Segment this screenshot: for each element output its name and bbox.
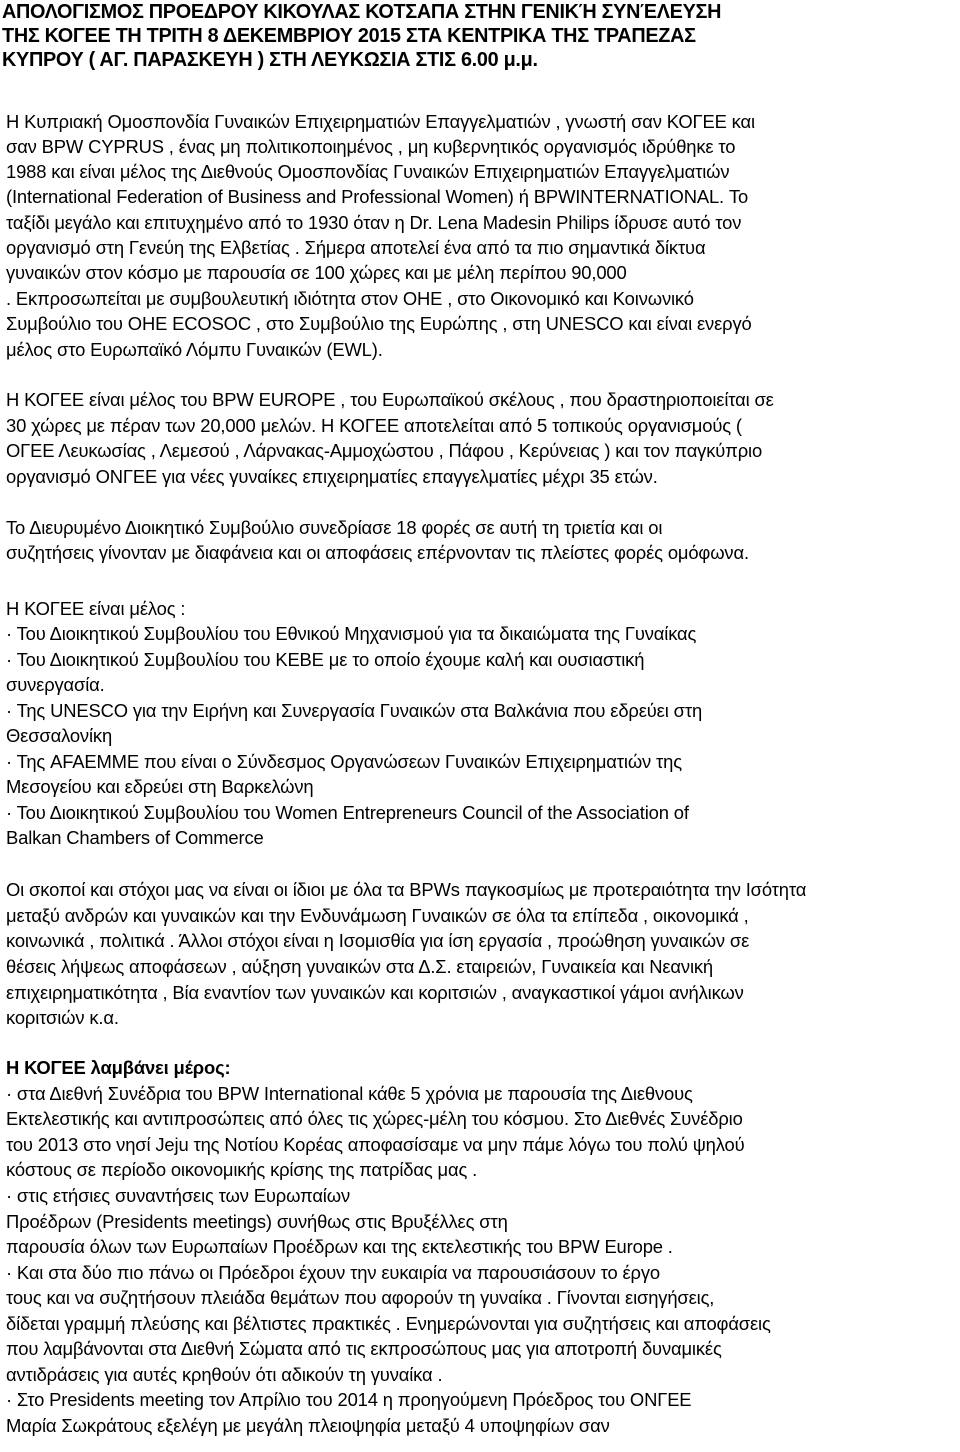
title-line-3: ΚΥΠΡΟΥ ( ΑΓ. ΠΑΡΑΣΚΕΥΗ ) ΣΤΗ ΛΕΥΚΩΣΙΑ ΣΤΙΣ 6.00 μ.μ.: [2, 49, 538, 71]
list-item: · Και στα δύο πιο πάνω οι Πρόεδροι έχουν την ευκαιρία να παρουσιάσουν το έργο: [6, 1262, 660, 1283]
list-item: · στις ετήσιες συναντήσεις των Ευρωπαίων: [6, 1185, 350, 1206]
section-heading: Η ΚΟΓΕΕ λαμβάνει μέρος:: [6, 1057, 231, 1078]
text-line: κόστους σε περίοδο οικονομικής κρίσης της πατρίδας μας .: [6, 1159, 478, 1180]
text-line: κοινωνικά , πολιτικά . Άλλοι στόχοι είναι η Ισομισθία για ίση εργασία , προώθηση γυναικών σε: [6, 930, 750, 951]
text-line: 1988 και είναι μέλος της Διεθνούς Ομοσπονδίας Γυναικών Επιχειρηματιών Επαγγελματιών: [6, 161, 730, 182]
list-item: · Της UNESCO για την Ειρήνη και Συνεργασία Γυναικών στα Βαλκάνια που εδρεύει στη: [6, 700, 703, 721]
list-item: · Του Διοικητικού Συμβουλίου του Εθνικού Μηχανισμού για τα δικαιώματα της Γυναίκας: [6, 623, 697, 644]
text-line: αντιδράσεις για αυτές κρηθούν ότι αδικούν τη γυναίκα .: [6, 1364, 443, 1385]
text-line: Μεσογείου και εδρεύει στη Βαρκελώνη: [6, 776, 314, 797]
text-line: συζητήσεις γίνονταν με διαφάνεια και οι αποφάσεις επέρνονταν τις πλείστες φορές ομόφωνα.: [6, 542, 749, 563]
title-line-1: ΑΠΟΛΟΓΙΣΜΟΣ ΠΡΟΕΔΡΟΥ ΚΙΚΟΥΛΑΣ ΚΟΤΣΑΠΑ ΣΤΗΝ ΓΕΝΙΚΉ ΣΥΝΈΛΕΥΣΗ: [2, 1, 722, 23]
text-line: Balkan Chambers of Commerce: [6, 827, 264, 848]
text-line: σαν BPW CYPRUS , ένας μη πολιτικοποιημένος , μη κυβερνητικός οργανισμός ιδρύθηκε το: [6, 136, 736, 157]
text-line: μέλος στο Ευρωπαϊκό Λόμπυ Γυναικών (EWL).: [6, 339, 383, 360]
text-line: επιχειρηματικότητα , Βία εναντίον των γυναικών και κοριτσιών , αναγκαστικοί γάμοι ανήλικων: [6, 982, 744, 1003]
text-line: Προέδρων (Presidents meetings) συνήθως στις Βρυξέλλες στη: [6, 1211, 508, 1232]
text-line: 30 χώρες με πέραν των 20,000 μελών. Η ΚΟΓΕΕ αποτελείται από 5 τοπικούς οργανισμούς (: [6, 415, 742, 436]
text-line: τους και να συζητήσουν πλειάδα θεμάτων που αφορούν τη γυναίκα . Γίνονται εισηγήσεις,: [6, 1287, 715, 1308]
text-line: μεταξύ ανδρών και γυναικών και την Ενδυνάμωση Γυναικών σε όλα τα επίπεδα , οικονομικά ,: [6, 905, 749, 926]
text-line: Θεσσαλονίκη: [6, 725, 113, 746]
text-line: Η Κυπριακή Ομοσπονδία Γυναικών Επιχειρηματιών Επαγγελματιών , γνωστή σαν ΚΟΓΕΕ και: [6, 111, 755, 132]
text-line: . Εκπροσωπείται με συμβουλευτική ιδιότητα στον ΟΗΕ , στο Οικονομικό και Κοινωνικό: [6, 288, 694, 309]
text-line: Μαρία Σωκράτους εξελέγη με μεγάλη πλειοψηφία μεταξύ 4 υποψηφίων σαν: [6, 1415, 610, 1436]
text-line: Εκτελεστικής και αντιπροσώπεις από όλες τις χώρες-μέλη του κόσμου. Στο Διεθνές Συνέδριο: [6, 1108, 743, 1129]
text-line: κοριτσιών κ.α.: [6, 1007, 119, 1028]
list-item: · Στο Presidents meeting τον Απρίλιο του 2014 η προηγούμενη Πρόεδρος του ΟΝΓΕΕ: [6, 1389, 692, 1410]
text-line: συνεργασία.: [6, 674, 105, 695]
text-line: οργανισμό στη Γενεύη της Ελβετίας . Σήμερα αποτελεί ένα από τα πιο σημαντικά δίκτυα: [6, 237, 706, 258]
text-line: γυναικών στον κόσμο με παρουσία σε 100 χώρες και με μέλη περίπου 90,000: [6, 262, 627, 283]
text-line: Η ΚΟΓΕΕ είναι μέλος :: [6, 598, 186, 619]
list-item: · Του Διοικητικού Συμβουλίου του Women Entrepreneurs Council of the Association of: [6, 802, 689, 823]
text-line: θέσεις λήψεως αποφάσεων , αύξηση γυναικών στα Δ.Σ. εταιρειών, Γυναικεία και Νεανική: [6, 956, 714, 977]
text-line: Η ΚΟΓΕΕ είναι μέλος του BPW EUROPE , του Ευρωπαϊκού σκέλους , που δραστηριοποιείται σε: [6, 389, 774, 410]
text-line: οργανισμό ΟΝΓΕΕ για νέες γυναίκες επιχειρηματίες επαγγελματίες μέχρι 35 ετών.: [6, 466, 658, 487]
text-line: Το Διευρυμένο Διοικητικό Συμβούλιο συνεδρίασε 18 φορές σε αυτή τη τριετία και οι: [6, 517, 663, 538]
text-line: που λαμβάνονται στα Διεθνή Σώματα από τις εκπροσώπους μας για αποτροπή δυναμικές: [6, 1338, 722, 1359]
title-line-2: ΤΗΣ ΚΟΓΕΕ ΤΗ ΤΡΙΤΗ 8 ΔΕΚΕΜΒΡΙΟΥ 2015 ΣΤΑ ΚΕΝΤΡΙΚΑ ΤΗΣ ΤΡΑΠΕΖΑΣ: [2, 25, 696, 47]
text-line: ΟΓΕΕ Λευκωσίας , Λεμεσού , Λάρνακας-Αμμοχώστου , Πάφου , Κερύνειας ) και τον παγκύπριο: [6, 440, 763, 461]
text-line: παρουσία όλων των Ευρωπαίων Προέδρων και της εκτελεστικής του BPW Europe .: [6, 1236, 673, 1257]
list-item: · στα Διεθνή Συνέδρια του BPW International κάθε 5 χρόνια με παρουσία της Διεθνους: [6, 1083, 693, 1104]
text-line: δίδεται γραμμή πλεύσης και βέλτιστες πρακτικές . Ενημερώνονται για συζητήσεις και αποφάσεις: [6, 1313, 771, 1334]
list-item: · Της AFAEMME που είναι ο Σύνδεσμος Οργανώσεων Γυναικών Επιχειρηματιών της: [6, 751, 682, 772]
text-line: του 2013 στο νησί Jeju της Νοτίου Κορέας αποφασίσαμε να μην πάμε λόγω του πολύ ψηλού: [6, 1134, 745, 1155]
text-line: ταξίδι μεγάλο και επιτυχημένο από το 1930 όταν η Dr. Lena Madesin Philips ίδρυσε αυτό τον: [6, 212, 742, 233]
list-item: · Του Διοικητικού Συμβουλίου του ΚΕΒΕ με το οποίο έχουμε καλή και ουσιαστική: [6, 649, 645, 670]
document-title: [2, 0, 958, 72]
text-line: Συμβούλιο του ΟΗΕ ECOSOC , στο Συμβούλιο της Ευρώπης , στη UNESCO και είναι ενεργό: [6, 313, 752, 334]
text-line: (International Federation of Business and Professional Women) ή BPWINTERNATIONAL. Το: [6, 186, 749, 207]
text-line: Οι σκοποί και στόχοι μας να είναι οι ίδιοι με όλα τα BPWs παγκοσμίως με πρoτεραιότητα την Ισότητα: [6, 879, 807, 900]
